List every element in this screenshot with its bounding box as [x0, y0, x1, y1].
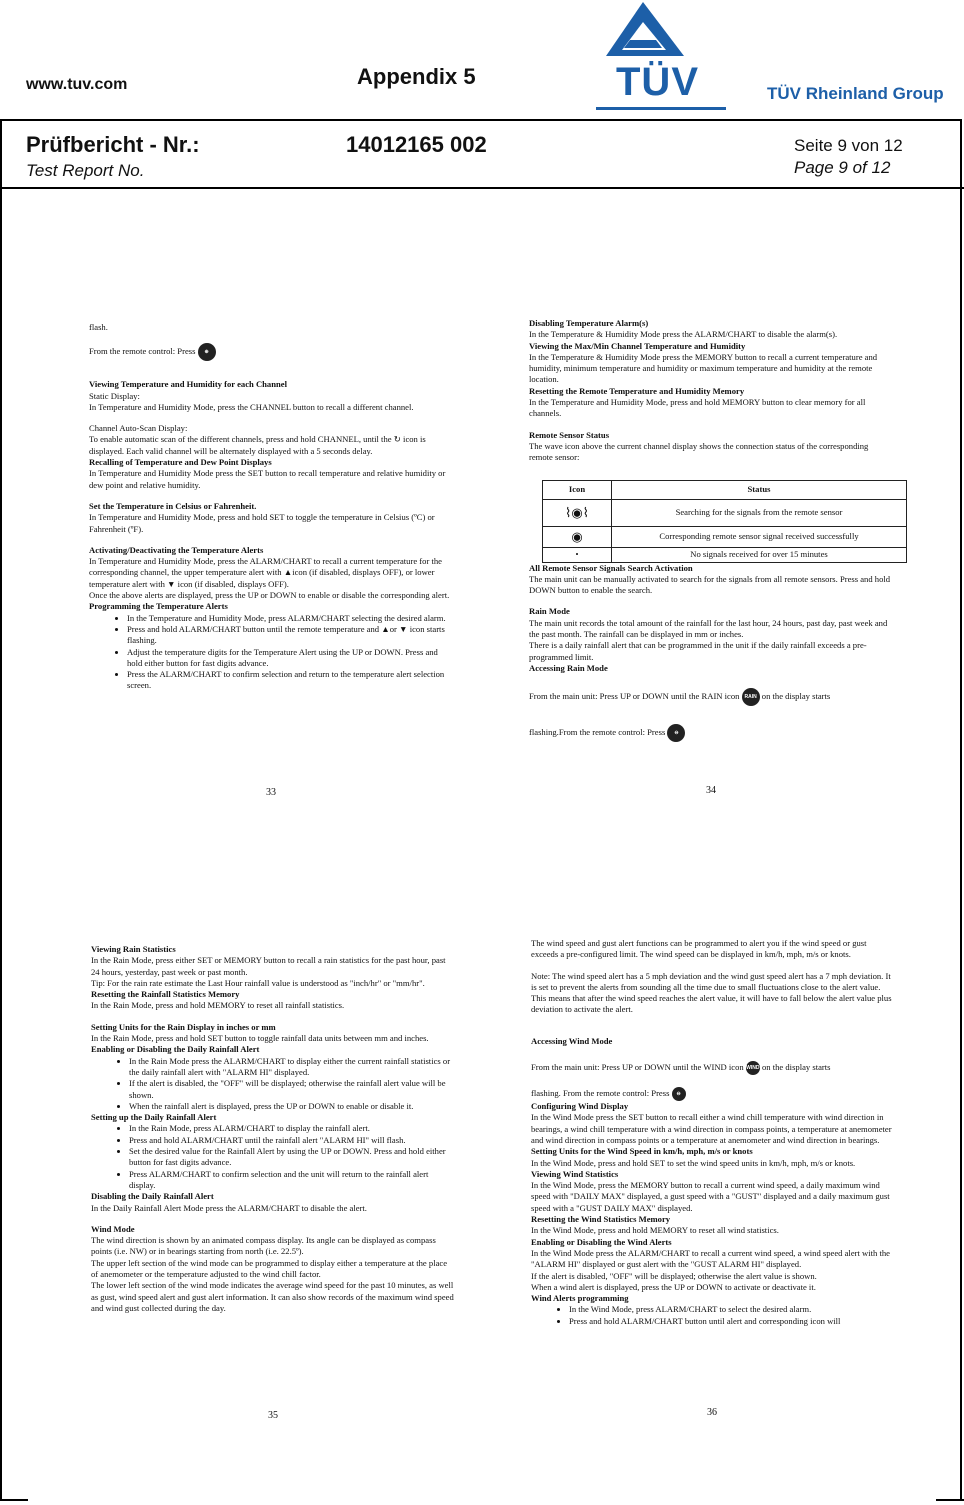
manual-page-35: [91, 944, 454, 1314]
text: Note: The wind speed alert has a 5 mph deviation and the wind gust speed alert has a 7 mph deviation. It is set to prevent the alerts from sounding all the time due to small fluctuations close to the alert value. This means that after the wind speed reaches the alert value, it will have to fall below the alert value plus deviation to activate the alert.: [531, 970, 892, 1015]
table-header: Status: [612, 480, 907, 499]
manual-page-36: [531, 938, 894, 1327]
text: The main unit records the total amount of the rainfall for the last hour, 24 hours, past day, past week and the past month. The rainfall can be displayed in mm or inches.: [529, 617, 888, 640]
header-divider: [0, 187, 964, 189]
heading: Remote Sensor Status: [529, 429, 610, 440]
text: The lower left section of the wind mode indicates the average wind speed for the past 10 minutes, as well as gust, wind speed alert and gust alert information. It can also show records of the maximum wind speed and wind gust collected during the day.: [91, 1280, 454, 1313]
text: flashing. From the remote control: Press ⊖: [531, 1087, 894, 1101]
page-number-36: 36: [707, 1407, 717, 1418]
table-row: [543, 499, 907, 526]
text: In the Wind Mode press the SET button to recall either a wind chill temperature with wind direction in bearings, a wind chill temperature with a wind direction in compass points, a temperature at anemometer and wind direction in compass points or a temperature at anemometer and wind direction in bearings.: [531, 1112, 892, 1145]
list-item: • Adjust the temperature digits for the Temperature Alert using the UP or DOWN. Press and hold either button for fast digits advance.: [127, 647, 454, 670]
list-item: • When the rainfall alert is displayed, press the UP or DOWN to enable or disable it.: [129, 1101, 454, 1112]
page-number-33: 33: [266, 787, 276, 798]
heading: Disabling Temperature Alarm(s): [529, 318, 649, 328]
heading: Accessing Wind Mode: [531, 1035, 613, 1046]
text: Static Display:: [89, 390, 140, 401]
text: In Temperature and Humidity Mode press the SET button to recall temperature and relative humidity or dew point and relative humidity.: [89, 468, 446, 490]
heading: Viewing Wind Statistics: [531, 1168, 619, 1179]
table-cell: Searching for the signals from the remote sensor: [612, 499, 907, 526]
text: The wind speed and gust alert functions can be programmed to alert you if the wind speed or gust exceeds a pre-configured limit. The wind speed can be displayed in km/h, mph, m/s or knots.: [531, 938, 867, 960]
table-row: [543, 547, 907, 562]
text: In the Wind Mode, press and hold MEMORY to reset all wind statistics.: [531, 1225, 779, 1236]
text: In the Rain Mode, press and hold SET button to toggle rainfall data units between mm and inches.: [91, 1033, 429, 1044]
table-row: [543, 526, 907, 547]
report-label-en: Test Report No.: [26, 161, 145, 180]
heading: Activating/Deactivating the Temperature Alerts: [89, 544, 264, 555]
heading: Viewing the Max/Min Channel Temperature and Humidity: [529, 340, 746, 351]
heading: Enabling or Disabling the Wind Alerts: [531, 1236, 672, 1247]
text: The wave icon above the current channel display shows the connection status of the corresponding remote sensor:: [529, 440, 869, 463]
heading: Recalling of Temperature and Dew Point Displays: [89, 457, 272, 468]
corner-mark-right: [936, 1499, 964, 1501]
remote-button-icon: ⊖: [672, 1087, 686, 1101]
manual-page-33: [89, 322, 454, 692]
text: There is a daily rainfall alert that can be programmed in the unit if the daily rainfall exceeds a pre-programmed limit.: [529, 640, 867, 662]
list-item: • Press ALARM/CHART to confirm selection and the unit will return to the rainfall alert display.: [129, 1169, 454, 1192]
text: Once the above alerts are displayed, press the UP or DOWN to enable or disable the corresponding alert.: [89, 590, 450, 601]
text: From the main unit: Press UP or DOWN until the RAIN icon RAIN on the display starts: [529, 688, 894, 706]
wave-connected-icon: ◉: [543, 526, 612, 547]
text: Tip: For the rain rate estimate the Last Hour rainfall value is understood as "inch/hr" or "mm/hr".: [91, 977, 425, 988]
list-item: • In the Wind Mode, press ALARM/CHART to select the desired alarm.: [569, 1304, 894, 1315]
text: The wind direction is shown by an animated compass display. Its angle can be displayed as compass points (i.e. NW) or in bearings starting from north (i.e. 22.5º).: [91, 1235, 436, 1257]
text: In the Rain Mode, press either SET or MEMORY button to recall a rain statistics for the past hour, past 24 hours, yesterday, past week or past month.: [91, 955, 446, 977]
page-en: Page 9 of 12: [794, 158, 891, 177]
heading: Resetting the Rainfall Statistics Memory: [91, 989, 240, 1000]
text: Channel Auto-Scan Display:: [89, 423, 188, 434]
tuv-logo: [596, 0, 728, 112]
heading: Setting Units for the Rain Display in inches or mm: [91, 1021, 276, 1032]
heading: Set the Temperature in Celsius or Fahrenheit.: [89, 500, 257, 511]
list-item: • Press and hold ALARM/CHART button until alert and corresponding icon will: [569, 1316, 894, 1327]
text: In the Rain Mode, press and hold MEMORY to reset all rainfall statistics.: [91, 1000, 345, 1011]
heading: All Remote Sensor Signals Search Activation: [529, 562, 693, 573]
table-cell: No signals received for over 15 minutes: [612, 547, 907, 562]
text: When a wind alert is displayed, press the UP or DOWN to activate or deactivate it.: [531, 1281, 816, 1292]
text: In Temperature and Humidity Mode, press the CHANNEL button to recall a different channel.: [89, 401, 414, 412]
list-item: • In the Rain Mode, press ALARM/CHART to display the rainfall alert.: [129, 1123, 454, 1134]
wind-icon: WIND: [746, 1061, 760, 1075]
table-header: Icon: [543, 480, 612, 499]
heading: Wind Mode: [91, 1223, 135, 1234]
list-item: • Press and hold ALARM/CHART until the rainfall alert "ALARM HI" will flash.: [129, 1135, 454, 1146]
text: flashing.From the remote control: Press ⊖: [529, 724, 894, 742]
heading: Programming the Temperature Alerts: [89, 601, 228, 612]
page-de: Seite 9 von 12: [794, 136, 903, 155]
text: The upper left section of the wind mode can be programmed to display either a temperature at the place of anemometer or the temperature adjusted to the wind chill factor.: [91, 1257, 448, 1280]
heading: Viewing Temperature and Humidity for each Channel: [89, 379, 287, 390]
page-number-35: 35: [268, 1410, 278, 1421]
table-cell: Corresponding remote sensor signal received successfully: [612, 526, 907, 547]
text: In the Temperature & Humidity Mode press the ALARM/CHART to disable the alarm(s).: [529, 329, 838, 340]
heading: Viewing Rain Statistics: [91, 944, 176, 954]
tuv-logo-text: TÜV: [616, 60, 699, 104]
page-number-34: 34: [706, 785, 716, 796]
heading: Disabling the Daily Rainfall Alert: [91, 1191, 214, 1202]
text: In the Wind Mode press the ALARM/CHART to recall a current wind speed, a wind speed alert with the "ALARM HI" displayed or gust alert with the "GUST ALARM HI" displayed.: [531, 1247, 890, 1270]
heading: Setting up the Daily Rainfall Alert: [91, 1112, 217, 1123]
report-number: 14012165 002: [346, 132, 487, 157]
sensor-status-table: [542, 480, 907, 563]
wave-lost-icon: •: [543, 547, 612, 562]
list-item: • In the Temperature and Humidity Mode, press ALARM/CHART selecting the desired alarm.: [127, 613, 454, 624]
text: In the Wind Mode, press and hold SET to set the wind speed units in km/h, mph, m/s or knots.: [531, 1157, 856, 1168]
list-item: • If the alert is disabled, the "OFF" will be displayed; otherwise the rainfall alert value will be shown.: [129, 1078, 454, 1101]
text: In Temperature and Humidity Mode, press and hold SET to toggle the temperature in Celsius (ºC) or Fahrenheit (ºF).: [89, 512, 435, 534]
heading: Enabling or Disabling the Daily Rainfall Alert: [91, 1044, 260, 1055]
text: From the main unit: Press UP or DOWN until the WIND icon WIND on the display starts: [531, 1061, 894, 1075]
text: The main unit can be manually activated to search for the signals from all remote sensors. Press and hold DOWN button to enable the search.: [529, 573, 891, 596]
brand-group: TÜV Rheinland Group: [767, 84, 944, 103]
wave-searching-icon: ⌇◉⌇: [543, 499, 612, 526]
list-item: • In the Rain Mode press the ALARM/CHART to display either the current rainfall statistics or the daily rainfall alert with "ALARM HI" displayed.: [129, 1056, 454, 1079]
heading: Configuring Wind Display: [531, 1101, 629, 1112]
text: In the Temperature and Humidity Mode, press and hold MEMORY button to clear memory for all channels.: [529, 397, 866, 419]
list-item: • Press and hold ALARM/CHART button until the remote temperature and ▲or ▼ icon starts flashing.: [127, 624, 454, 647]
heading: Setting Units for the Wind Speed in km/h, mph, m/s or knots: [531, 1146, 753, 1157]
text: In the Wind Mode, press the MEMORY button to recall a current wind speed, a daily maximum wind speed with "DAILY MAX" displayed, a gust speed with a "GUST" displayed and a daily maximum gust speed with a "GUST DAILY MAX" displayed.: [531, 1180, 890, 1213]
website-url[interactable]: www.tuv.com: [26, 76, 128, 93]
text: In the Daily Rainfall Alert Mode press the ALARM/CHART to disable the alert.: [91, 1202, 367, 1213]
appendix-label: Appendix 5: [357, 64, 476, 89]
rain-icon: RAIN: [742, 688, 760, 706]
heading: Resetting the Wind Statistics Memory: [531, 1214, 671, 1225]
heading: Wind Alerts programming: [531, 1293, 629, 1304]
heading: Accessing Rain Mode: [529, 662, 608, 673]
heading: Rain Mode: [529, 606, 570, 617]
list-item: • Set the desired value for the Rainfall Alert by using the UP or DOWN. Press and hold either button for fast digits advance.: [129, 1146, 454, 1169]
text: In the Temperature & Humidity Mode press the MEMORY button to recall a current temperature and humidity, minimum temperature and humidity or maximum temperature and humidity at the remote location.: [529, 351, 878, 385]
text: To enable automatic scan of the different channels, press and hold CHANNEL, until the ↻ icon is displayed. Each valid channel will be alternately displayed with a 5 seconds delay.: [89, 434, 426, 456]
manual-page-34: [529, 318, 894, 742]
text: In Temperature and Humidity Mode, press the ALARM/CHART to recall a current temperature for the corresponding channel, the upper temperature alert with ▲icon (if disabled, displays OFF), or lower temperature alert with ▼ icon (if disabled, displays OFF).: [89, 556, 442, 589]
heading: Resetting the Remote Temperature and Humidity Memory: [529, 385, 745, 396]
corner-mark-left: [0, 1499, 28, 1501]
remote-button-icon: ⊖: [667, 724, 685, 742]
text: From the remote control: Press ⊕: [89, 343, 454, 361]
remote-button-icon: ⊕: [198, 343, 216, 361]
report-label-de: Prüfbericht - Nr.:: [26, 132, 200, 157]
text: If the alert is disabled, "OFF" will be displayed; otherwise the alert value is shown.: [531, 1270, 817, 1281]
list-item: • Press the ALARM/CHART to confirm selection and return to the temperature alert selection screen.: [127, 669, 454, 692]
text: flash.: [89, 322, 108, 332]
